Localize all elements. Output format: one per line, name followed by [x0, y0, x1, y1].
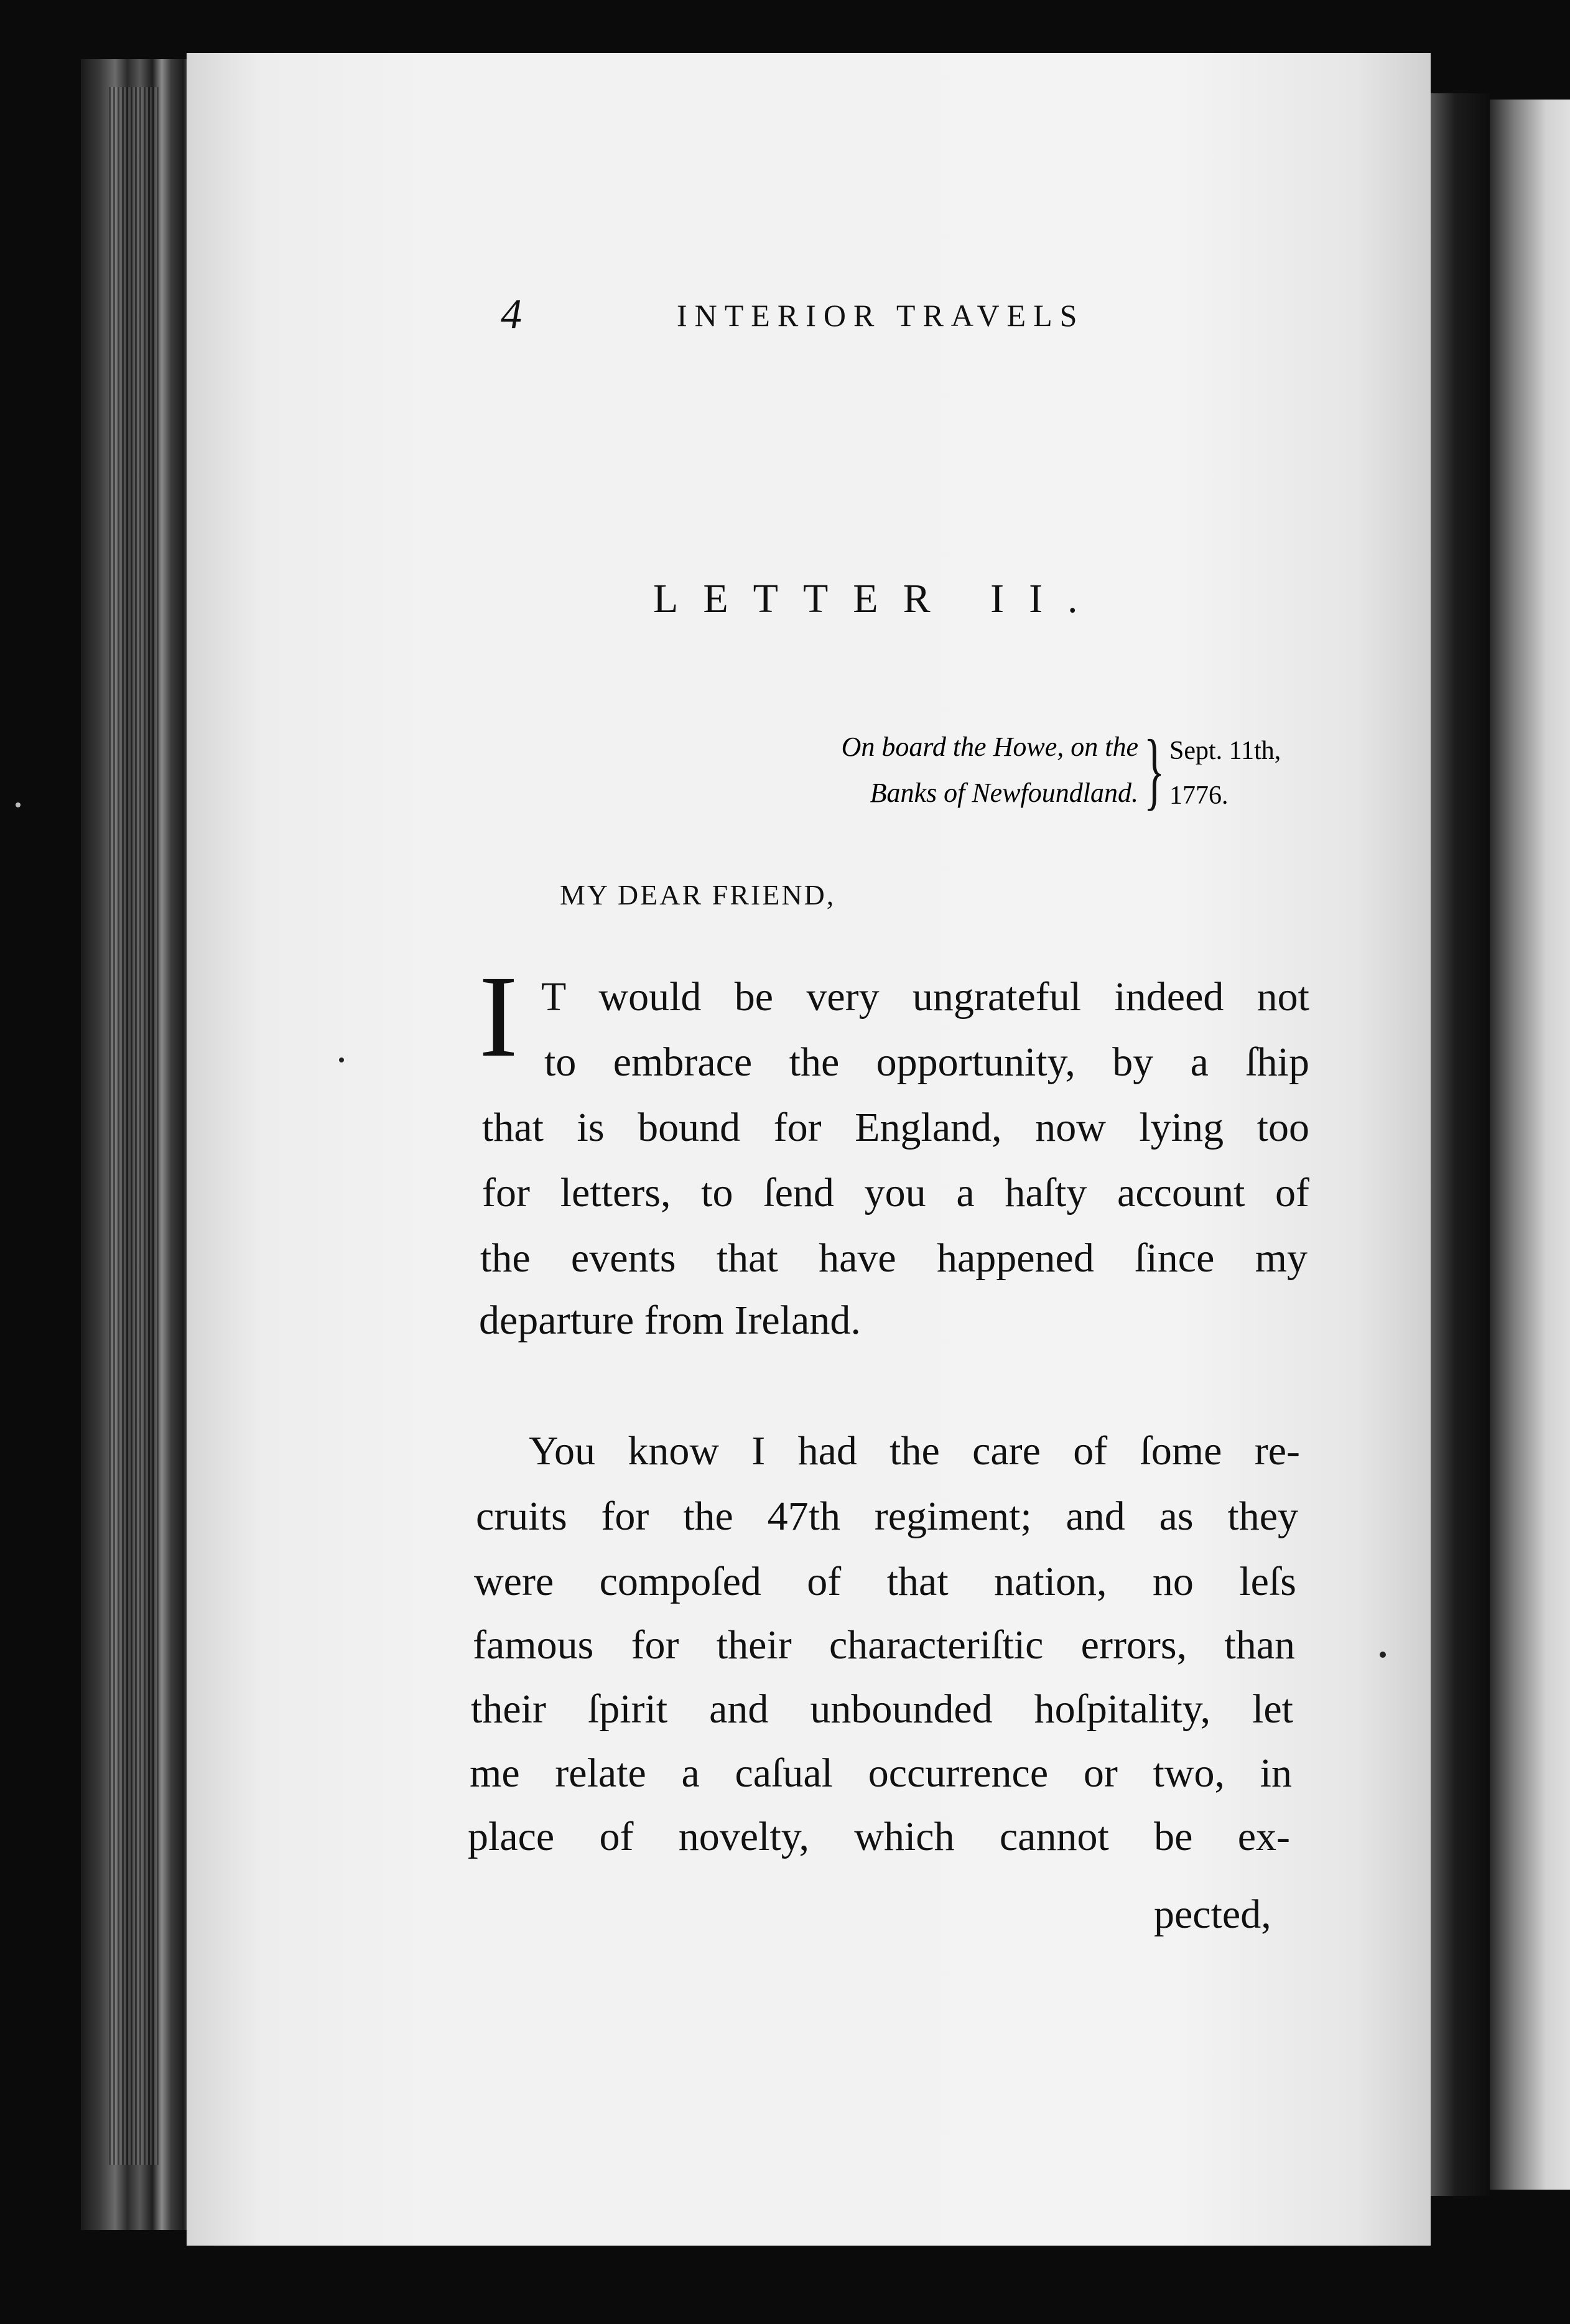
- ink-speck: [1380, 1652, 1386, 1658]
- dateline: [740, 722, 1300, 824]
- paragraph-2-line: were compoſed of that nation, no leſs: [474, 1559, 1296, 1604]
- next-page-edge: [1490, 100, 1570, 2190]
- paragraph-2-line: their ſpirit and unbounded hoſpitality, let: [471, 1686, 1293, 1732]
- ink-speck: [339, 1057, 344, 1062]
- paragraph-2-line: famous for their characteriſtic errors, than: [473, 1622, 1295, 1668]
- paragraph-1-line: that is bound for England, now lying too: [482, 1105, 1309, 1150]
- salutation: MY DEAR FRIEND,: [560, 879, 836, 911]
- dateline-location-line2: Banks of Newfoundland.: [870, 778, 1138, 808]
- paragraph-1-line: to embrace the opportunity, by a ſhip: [544, 1039, 1309, 1085]
- dateline-date-line1: Sept. 11th,: [1169, 737, 1281, 765]
- page-number: 4: [501, 290, 522, 337]
- running-title: INTERIOR TRAVELS: [677, 298, 1085, 333]
- dateline-date-line2: 1776.: [1169, 781, 1229, 810]
- paragraph-2-line: cruits for the 47th regiment; and as they: [476, 1494, 1298, 1539]
- paragraph-1-line: departure from Ireland.: [479, 1298, 861, 1343]
- catchword: pected,: [1154, 1892, 1271, 1937]
- paragraph-1-line: T would be very ungrateful indeed not: [541, 974, 1309, 1020]
- paragraph-1-line: for letters, to ſend you a haſty account of: [482, 1170, 1309, 1215]
- page-edges-lines: [109, 87, 159, 2165]
- paragraph-1-line: the events that have happened ſince my: [480, 1235, 1308, 1281]
- letter-title: LETTER II.: [653, 576, 1103, 621]
- drop-initial: I: [479, 951, 518, 1081]
- dust-speck: [16, 802, 21, 807]
- dateline-brace: }: [1143, 722, 1165, 819]
- dateline-location-line1: On board the Howe, on the: [841, 732, 1138, 762]
- paragraph-2-line: me relate a caſual occurrence or two, in: [470, 1750, 1292, 1796]
- paragraph-2-line: place of novelty, which cannot be ex-: [468, 1814, 1290, 1859]
- paragraph-2-line: You know I had the care of ſome re-: [529, 1428, 1300, 1474]
